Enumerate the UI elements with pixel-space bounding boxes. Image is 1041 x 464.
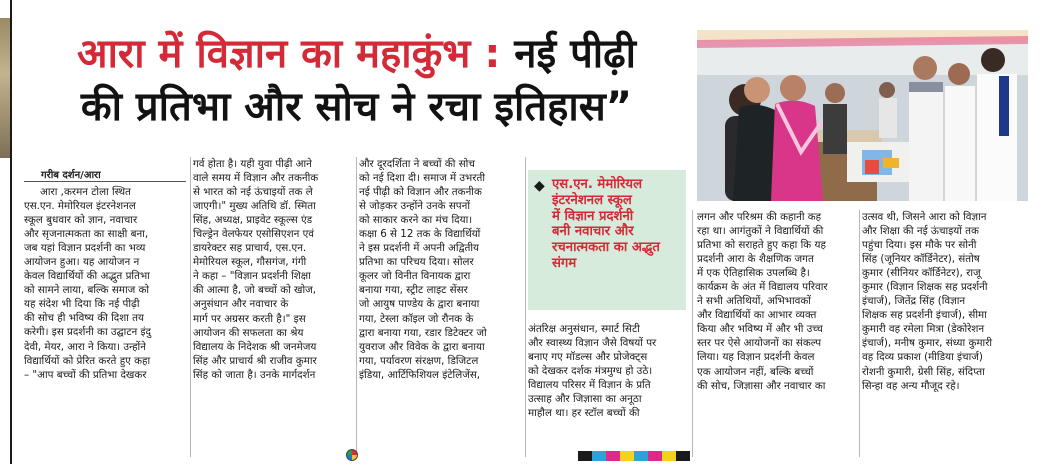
text-line: की सोच ही भविष्य की दिशा तय: [24, 312, 144, 325]
text-line: कुमार (सीनियर कॉर्डिनेटर), राजू: [862, 267, 981, 280]
text-line: आयोजन हुआ। यह आयोजन न: [24, 256, 140, 269]
callout-line: में विज्ञान प्रदर्शनी: [552, 208, 634, 224]
adjacent-photo-edge: [0, 18, 10, 158]
text-line: बनाए गए मॉडल्स और प्रोजेक्ट्स: [528, 351, 648, 364]
text-line: से जोड़कर उन्होंने उनके सपनों: [359, 200, 471, 213]
text-line: को देखकर दर्शक मंत्रमुग्ध हो उठे।: [528, 365, 653, 378]
text-line: रोशनी कुमारी, ग्रेसी सिंह, संदिप्ता: [862, 365, 985, 378]
text-line: नई पीढ़ी को विज्ञान और तकनीक: [359, 186, 482, 199]
text-line: सिंह को जाता है। उनके मार्गदर्शन: [193, 368, 316, 381]
text-line: से भारत को नई ऊंचाइयों तक ले: [193, 186, 313, 199]
text-line: सिन्हा वह अन्य मौजूद रहे।: [862, 379, 960, 392]
column-divider: [859, 210, 860, 457]
text-line: वाले समय में विज्ञान और तकनीक: [193, 172, 319, 185]
byline-divider: [24, 181, 186, 182]
print-color-swatch: [662, 451, 676, 461]
text-line: स्तर पर ऐसे आयोजनों का संकल्प: [697, 337, 822, 350]
print-color-swatch: [578, 451, 592, 461]
headline-separator: :: [470, 31, 515, 77]
column-divider: [190, 157, 191, 457]
text-line: जो आयुष पाण्डेय के द्वारा बनाया: [359, 298, 480, 311]
text-line: इंडिया, आर्टिफिशियल इंटेलिजेंस,: [359, 368, 481, 381]
text-line: प्रदर्शनी आरा के शैक्षणिक जगत: [697, 253, 814, 266]
column-divider: [692, 210, 693, 457]
column-divider: [525, 157, 526, 457]
text-line: आरा ,करमन टोला स्थित: [40, 186, 131, 198]
callout-line: इंटरनेशनल स्कूल: [552, 192, 632, 208]
text-line: को नई दिशा दी। समाज में उभरती: [359, 172, 486, 185]
text-line: प्रतिभा को सराहते हुए कहा कि यह: [697, 239, 826, 252]
article-column-4: [528, 322, 685, 420]
text-line: मेमोरियल स्कूल, गौसगंज, गंगी: [193, 256, 307, 269]
text-line: रहा था। आगंतुकों ने विद्यार्थियों की: [697, 225, 824, 238]
column-divider: [356, 157, 357, 457]
print-color-swatch: [676, 451, 690, 461]
text-line: एक आयोजन नहीं, बल्कि बच्चों: [697, 365, 814, 378]
text-line: कुमारी वह रमेला मित्रा (डेकोरेशन: [862, 323, 985, 336]
registration-mark-icon: [346, 449, 358, 461]
text-line: – "आप बच्चों की प्रतिभा देखकर: [24, 368, 147, 381]
callout-line: एस.एन. मेमोरियल: [552, 177, 643, 192]
print-color-swatch: [592, 451, 606, 461]
text-line: विद्यार्थियों को प्रेरित करते हुए कहा: [24, 354, 151, 367]
print-color-bar: [578, 451, 690, 461]
text-line: ने सभी अतिथियों, अभिभावकों: [697, 295, 811, 308]
byline: गरीब दर्शन/आरा: [41, 170, 101, 181]
text-line: इंचार्ज), मनीष कुमार, संध्या कुमारी: [862, 337, 993, 350]
callout-text: [552, 177, 682, 272]
text-line: गया, टेस्ला कॉइल जो रौनक के: [359, 312, 474, 325]
text-line: वह दिव्य प्रकाश (मीडिया इंचार्ज): [862, 351, 983, 364]
callout-line: संगम: [552, 255, 577, 271]
text-line: उत्सव थी, जिसने आरा को विज्ञान: [862, 211, 987, 223]
text-line: स्कूल बुधवार को ज्ञान, नवाचार: [24, 214, 138, 227]
text-line: देवी, मेयर, आरा ने किया। उन्होंने: [24, 340, 146, 353]
text-line: गया, पर्यावरण संरक्षण, डिजिटल: [359, 354, 479, 367]
text-line: प्रतिभा का परिचय दिया। सोलर: [359, 256, 474, 269]
text-line: और विद्यार्थियों का आभार व्यक्त: [697, 309, 817, 322]
text-line: गर्व होता है। यही युवा पीढ़ी आने: [193, 158, 312, 170]
text-line: यह संदेश भी दिया कि नई पीढ़ी: [24, 298, 140, 311]
headline-line-2: की प्रतिभा और सोच ने रचा इतिहास”: [80, 83, 633, 130]
text-line: डायरेक्टर सह प्राचार्य, एस.एन.: [193, 242, 307, 255]
adjacent-article-strip: [0, 0, 12, 464]
text-line: उत्साह और जिज्ञासा का अनूठा: [528, 393, 642, 406]
text-line: अनुसंधान और नवाचार के: [193, 298, 289, 311]
text-line: अंतरिक्ष अनुसंधान, स्मार्ट सिटी: [528, 323, 640, 335]
text-line: लगन और परिश्रम की कहानी कह: [697, 211, 822, 223]
text-line: एस.एन. मेमोरियल इंटरनेशनल: [24, 200, 136, 213]
print-color-swatch: [606, 451, 620, 461]
article-column-3: [359, 157, 523, 382]
text-line: जाएगी।" मुख्य अतिथि डॉ. स्मिता: [193, 200, 316, 213]
text-line: कूलर जो विनीत विनायक द्वारा: [359, 270, 471, 283]
text-line: और सृजनात्मकता का साक्षी बना,: [24, 228, 149, 241]
text-line: कुमार (विज्ञान शिक्षक सह प्रदर्शनी: [862, 281, 988, 294]
text-line: और स्वास्थ्य विज्ञान जैसे विषयों पर: [528, 337, 657, 350]
article-column-1: [24, 185, 188, 382]
print-color-swatch: [620, 451, 634, 461]
headline: [14, 30, 699, 132]
text-line: बनाया गया, स्ट्रीट लाइट सेंसर: [359, 284, 468, 297]
text-line: किया और भविष्य में और भी उच्च: [697, 323, 823, 336]
text-line: इंचार्ज), जितेंद्र सिंह (विज्ञान: [862, 295, 966, 308]
text-line: चिल्ड्रेन वेलफेयर एसोसिएशन एवं: [193, 228, 315, 241]
text-line: केवल विद्यार्थियों की अद्भुत प्रतिभा: [24, 270, 150, 283]
event-photo-icon: [697, 30, 1028, 201]
article-column-2: [193, 157, 353, 382]
diamond-bullet-icon: ◆: [534, 178, 545, 194]
text-line: और दूरदर्शिता ने बच्चों की सोच: [359, 158, 475, 170]
text-line: की सोच, जिज्ञासा और नवाचार का: [697, 379, 826, 392]
text-line: विद्यालय परिसर में विज्ञान के प्रति: [528, 379, 651, 392]
text-line: ने इस प्रदर्शनी में अपनी अद्वितीय: [359, 242, 480, 255]
article-column-5: [697, 210, 857, 393]
text-line: में एक ऐतिहासिक उपलब्धि है।: [697, 267, 810, 280]
text-line: ने कहा – "विज्ञान प्रदर्शनी शिक्षा: [193, 270, 311, 283]
text-line: पहुंचा दिया। इस मौके पर सोनी: [862, 239, 977, 252]
text-line: सिंह, अध्यक्ष, प्राइवेट स्कूल्स एंड: [193, 214, 313, 227]
text-line: शिक्षक सह प्रदर्शनी इंचार्ज), सीमा: [862, 309, 987, 322]
text-line: युवराज और विवेक के द्वारा बनाया: [359, 340, 485, 353]
text-line: कार्यक्रम के अंत में विद्यालय परिवार: [697, 281, 828, 294]
text-line: आयोजन की सफलता का श्रेय: [193, 326, 304, 339]
print-color-swatch: [634, 451, 648, 461]
text-line: और शिक्षा की नई ऊंचाइयों तक: [862, 225, 979, 238]
text-line: सिंह (जूनियर कॉर्डिनेटर), संतोष: [862, 253, 980, 266]
text-line: करेगी। इस प्रदर्शनी का उद्घाटन इंदु: [24, 326, 152, 339]
article-column-6: [862, 210, 1032, 393]
text-line: को साकार करने का मंच दिया।: [359, 214, 473, 227]
headline-red-part: आरा में विज्ञान का महाकुंभ: [76, 31, 471, 77]
text-line: माहौल था। हर स्टॉल बच्चों की: [528, 407, 640, 420]
text-line: जब यहां विज्ञान प्रदर्शनी का भव्य: [24, 242, 146, 255]
text-line: द्वारा बनाया गया, रडार डिटेक्टर जो: [359, 326, 487, 339]
text-line: सिंह और प्राचार्य श्री राजीव कुमार: [193, 354, 317, 367]
text-line: को सामने लाया, बल्कि समाज को: [24, 284, 150, 297]
highlight-callout: [528, 170, 686, 310]
text-line: लिया। यह विज्ञान प्रदर्शनी केवल: [697, 351, 815, 364]
text-line: की आत्मा है, जो बच्चों को खोज,: [193, 284, 317, 297]
text-line: विद्यालय के निदेशक श्री जनमेजय: [193, 340, 317, 353]
print-color-swatch: [648, 451, 662, 461]
text-line: कक्षा 6 से 12 तक के विद्यार्थियों: [359, 228, 481, 241]
callout-line: बनी नवाचार और: [552, 224, 634, 240]
headline-black-part: नई पीढ़ी: [514, 31, 637, 77]
text-line: मार्ग पर अग्रसर करती है।" इस: [193, 312, 306, 325]
callout-line: रचनात्मकता का अद्भुत: [552, 240, 660, 256]
headline-line-1: [14, 30, 699, 79]
